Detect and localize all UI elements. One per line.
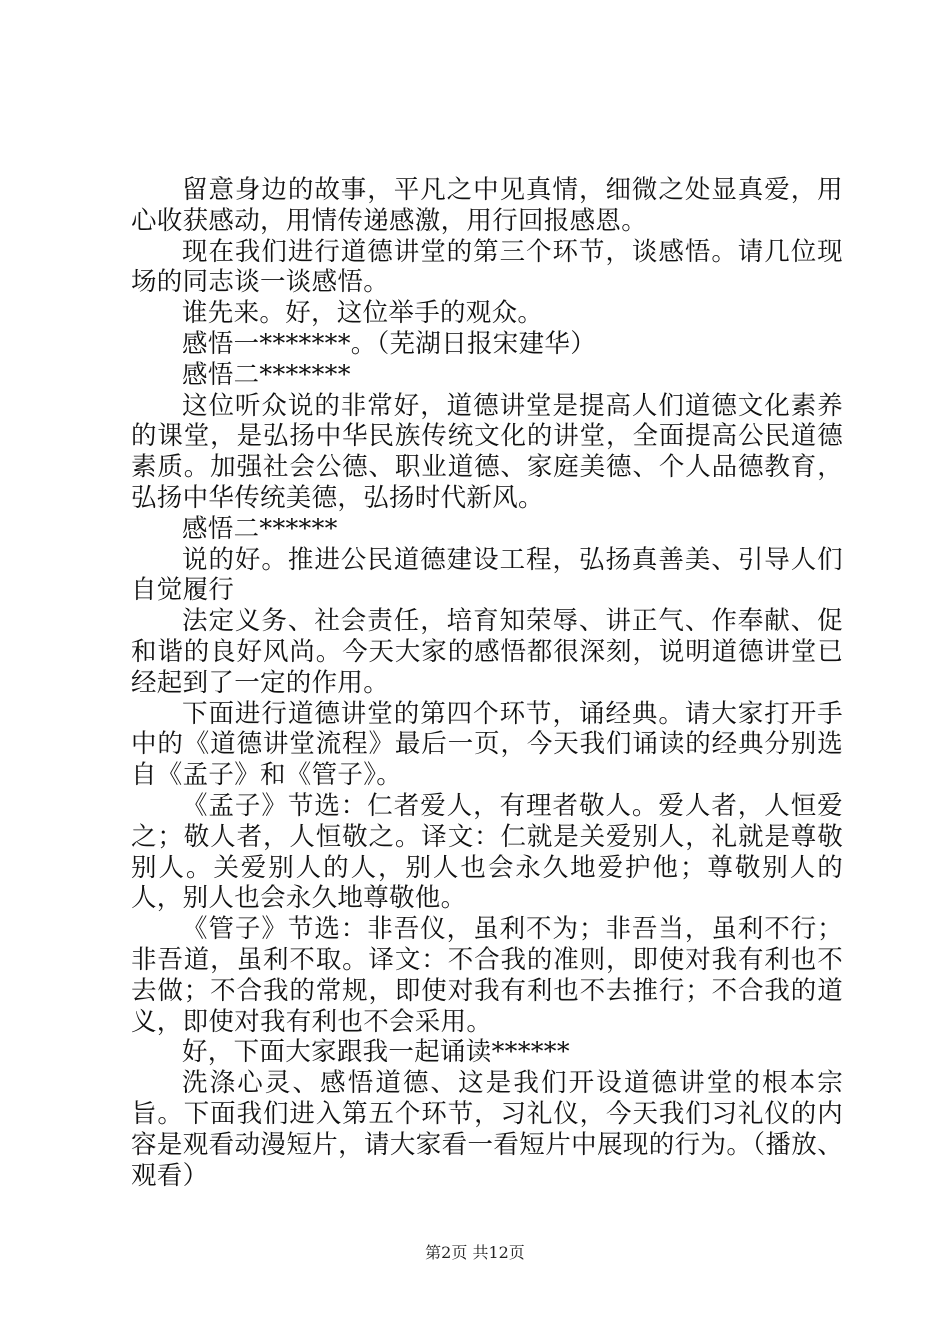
paragraph: 留意身边的故事，平凡之中见真情，细微之处显真爱，用心收获感动，用情传递感激，用行回报感恩。: [131, 175, 843, 236]
paragraph: 洗涤心灵、感悟道德、这是我们开设道德讲堂的根本宗旨。下面我们进入第五个环节，习礼仪，今天我们习礼仪的内容是观看动漫短片，请大家看一看短片中展现的行为。（播放、观看）: [131, 1068, 843, 1191]
document-body: [131, 175, 843, 1191]
paragraph: 说的好。推进公民道德建设工程，弘扬真善美、引导人们自觉履行: [131, 544, 843, 606]
page-footer: [0, 1243, 950, 1263]
paragraph: 感悟二******: [182, 513, 338, 544]
paragraph: 《管子》节选：非吾仪，虽利不为；非吾当，虽利不行；非吾道，虽利不取。译文：不合我的准则，即使对我有利也不去做；不合我的常规，即使对我有利也不去推行；不合我的道义，即使对我有利也不会采用。: [131, 914, 843, 1037]
paragraph: 感悟二*******: [182, 359, 351, 390]
page-number: 第2页 共12页: [425, 1243, 525, 1262]
paragraph: 感悟一*******。（芜湖日报宋建华）: [182, 328, 597, 359]
paragraph: 《孟子》节选：仁者爱人，有理者敬人。爱人者，人恒爱之；敬人者，人恒敬之。译文：仁就是关爱别人，礼就是尊敬别人。关爱别人的人，别人也会永久地爱护他；尊敬别人的人，别人也会永久地尊敬他。: [131, 790, 843, 914]
paragraph: 好，下面大家跟我一起诵读******: [182, 1037, 570, 1068]
paragraph: 这位听众说的非常好，道德讲堂是提高人们道德文化素养的课堂，是弘扬中华民族传统文化的讲堂，全面提高公民道德素质。加强社会公德、职业道德、家庭美德、个人品德教育，弘扬中华传统美德，弘扬时代新风。: [131, 390, 843, 513]
paragraph: 法定义务、社会责任，培育知荣辱、讲正气、作奉献、促和谐的良好风尚。今天大家的感悟都很深刻，说明道德讲堂已经起到了一定的作用。: [131, 606, 843, 698]
paragraph: 现在我们进行道德讲堂的第三个环节，谈感悟。请几位现场的同志谈一谈感悟。: [131, 236, 843, 298]
paragraph: 下面进行道德讲堂的第四个环节，诵经典。请大家打开手中的《道德讲堂流程》最后一页，今天我们诵读的经典分别选自《孟子》和《管子》。: [131, 698, 843, 791]
paragraph: 谁先来。好，这位举手的观众。: [182, 298, 544, 329]
